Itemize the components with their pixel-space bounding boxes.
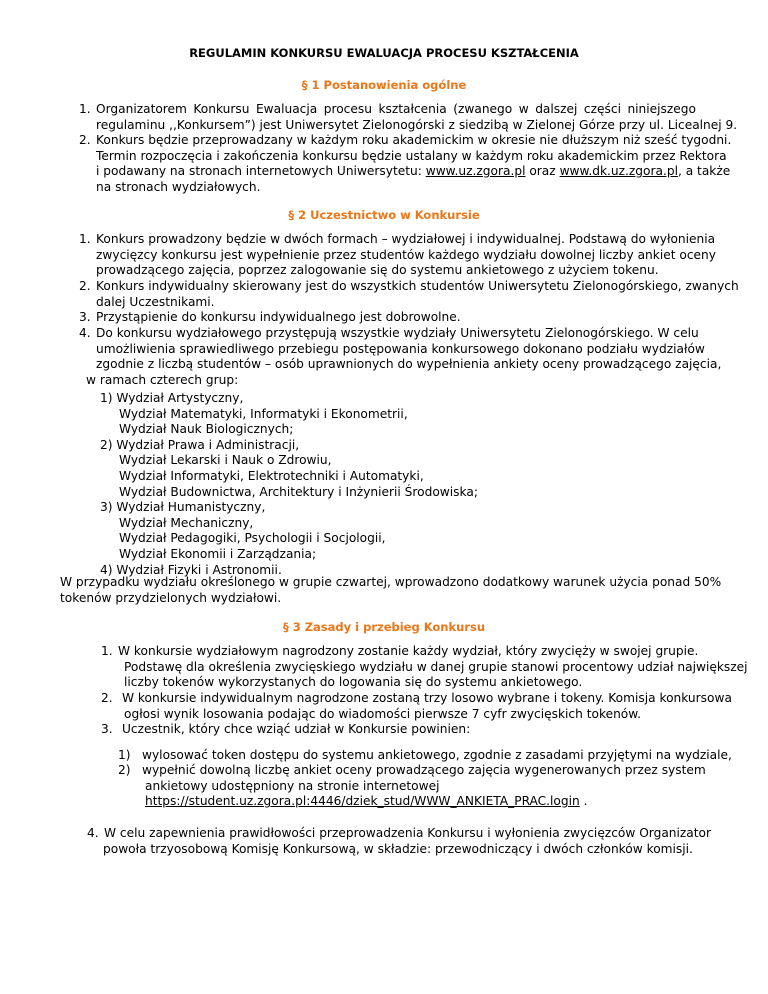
group-line: Wydział Nauk Biologicznych; [119,422,294,437]
dk-website-link[interactable]: www.dk.uz.zgora.pl [559,164,678,179]
text-line: Organizatorem Konkursu Ewaluacja procesu kształcenia (zwanego w dalszej części niniejszego [96,102,696,116]
section-1-heading: § 1 Postanowienia ogólne [301,78,467,92]
text-line: W konkursie wydziałowym nagrodzony zostanie każdy wydział, który zwycięży w swojej grupie. [118,644,699,658]
s3-paragraph-1 [101,644,748,691]
text-line: regulaminu ,,Konkursem”) jest Uniwersytet Zielonogórski z siedzibą w Zielonej Górze przy ul. Licealnej 9. [96,117,738,132]
group-line: Wydział Lekarski i Nauk o Zdrowiu, [119,453,332,468]
group-line: Wydział Informatyki, Elektrotechniki i Automatyki, [119,468,424,483]
s2-paragraph-1 [79,232,716,279]
text-line: dalej Uczestnikami. [96,294,215,309]
list-number: 4. [79,326,91,340]
text-line: Podstawę dla określenia zwycięskiego wydziału w danej grupie stanowi procentowy udział największej [124,659,748,674]
s2-paragraph-3 [79,310,696,326]
group-line: 1) Wydział Artystyczny, [100,391,244,405]
section-2-heading: § 2 Uczestnictwo w Konkursie [288,208,480,222]
list-number: 2. [79,133,91,147]
s2-paragraph-4 [79,326,722,388]
text-line: umożliwienia sprawiedliwego przebiegu postępowania konkursowego dokonano podziału wydziałów [96,341,705,356]
s1-paragraph-2 [79,133,732,195]
s3-subitem-2 [118,763,722,810]
survey-system-link[interactable]: https://student.uz.zgora.pl:4446/dziek_stud/WWW_ANKIETA_PRAC.login [145,794,580,809]
text-line: W konkursie indywidualnym nagrodzone zostaną trzy losowo wybrane i tokeny. Komisja konkursowa [122,691,732,705]
group-line: Wydział Ekonomii i Zarządzania; [119,546,317,561]
text-line: Termin rozpoczęcia i zakończenia konkursu będzie ustalany w każdym roku akademickim przez Rektora [96,148,727,163]
text-line: ankietowy udostępniony na stronie internetowej [145,778,440,793]
list-number: 2. [101,691,113,705]
s3-subitem-1 [118,748,732,764]
s2-note [60,575,720,606]
group-line: 2) Wydział Prawa i Administracji, [100,437,300,452]
text-line: Konkurs indywidualny skierowany jest do wszystkich studentów Uniwersytetu Zielonogórskiego, zwanych [96,279,739,293]
group-line: 4) Wydział Fizyki i Astronomii. [100,562,282,577]
text-line [96,164,731,180]
text-line [145,794,722,810]
text-line: W celu zapewnienia prawidłowości przeprowadzenia Konkursu i wyłonienia zwycięzców Organizator [104,826,712,840]
document-title: REGULAMIN KONKURSU EWALUACJA PROCESU KSZTAŁCENIA [189,46,579,60]
s1-paragraph-1 [79,102,738,133]
s2-paragraph-2 [79,279,739,310]
list-number: 4. [87,826,99,840]
text-line: Konkurs prowadzony będzie w dwóch formach – wydziałowej i indywidualnej. Podstawą do wyłonienia [96,232,716,246]
group-line: Wydział Mechaniczny, [119,515,254,530]
text-line: wypełnić dowolną liczbę ankiet oceny prowadzącego zajęcia wygenerowanych przez system [142,763,706,777]
text-line: powoła trzyosobową Komisję Konkursową, w składzie: przewodniczący i dwóch członków komisji. [103,841,693,856]
s3-paragraph-4 [87,826,724,857]
text-line: tokenów przydzielonych wydziałowi. [60,590,282,605]
faculty-groups-list [100,391,660,578]
text-line: na stronach wydziałowych. [96,179,261,194]
group-line: 3) Wydział Humanistyczny, [100,500,266,515]
list-number: 2) [118,763,131,777]
text-line: ogłosi wynik losowania podając do wiadomości pierwsze 7 cyfr zwycięskich tokenów. [124,706,641,721]
text-line: zwycięzcy konkursu jest wypełnienie przez studentów każdego wydziału dowolnej liczby ankiet oceny [96,247,716,262]
text-line: w ramach czterech grup: [86,372,239,387]
text-segment: , a także [677,164,731,179]
s3-paragraph-3 [101,722,722,738]
list-number: 2. [79,279,91,293]
text-segment: oraz [525,164,560,179]
list-number: 3. [79,310,91,324]
text-line: Do konkursu wydziałowego przystępują wszystkie wydziały Uniwersytetu Zielonogórskiego. W celu [96,326,699,340]
text-line: zgodnie z liczbą studentów – osób uprawnionych do wypełnienia ankiety oceny prowadzącego zajęcia, [96,357,722,372]
list-number: 1. [79,102,91,116]
text-line: Przystąpienie do konkursu indywidualnego jest dobrowolne. [96,310,461,324]
list-number: 3. [101,722,113,736]
uz-website-link[interactable]: www.uz.zgora.pl [425,164,526,179]
section-3-heading: § 3 Zasady i przebieg Konkursu [282,620,486,634]
text-line: prowadzącego zajęcia, poprzez zalogowanie się do systemu ankietowego z użyciem tokenu. [96,263,659,278]
s3-paragraph-2 [101,691,732,722]
text-segment: . [579,794,588,809]
text-line: W przypadku wydziału określonego w grupie czwartej, wprowadzono dodatkowy warunek użycia ponad 50% [60,575,722,589]
group-line: Wydział Matematyki, Informatyki i Ekonometrii, [119,406,408,421]
list-number: 1) [118,748,131,762]
text-line: wylosować token dostępu do systemu ankietowego, zgodnie z zasadami przyjętymi na wydziale, [142,748,732,762]
group-line: Wydział Budownictwa, Architektury i Inżynierii Środowiska; [119,484,478,499]
text-line: Konkurs będzie przeprowadzany w każdym roku akademickim w okresie nie dłuższym niż sześć tygodni. [96,133,732,147]
list-number: 1. [101,644,113,658]
group-line: Wydział Pedagogiki, Psychologii i Socjologii, [119,531,386,546]
text-line: liczby tokenów wykorzystanych do logowania się do systemu ankietowego. [124,675,583,690]
list-number: 1. [79,232,91,246]
text-segment: i podawany na stronach internetowych Uniwersytetu: [96,164,426,179]
text-line: Uczestnik, który chce wziąć udział w Konkursie powinien: [122,722,471,736]
